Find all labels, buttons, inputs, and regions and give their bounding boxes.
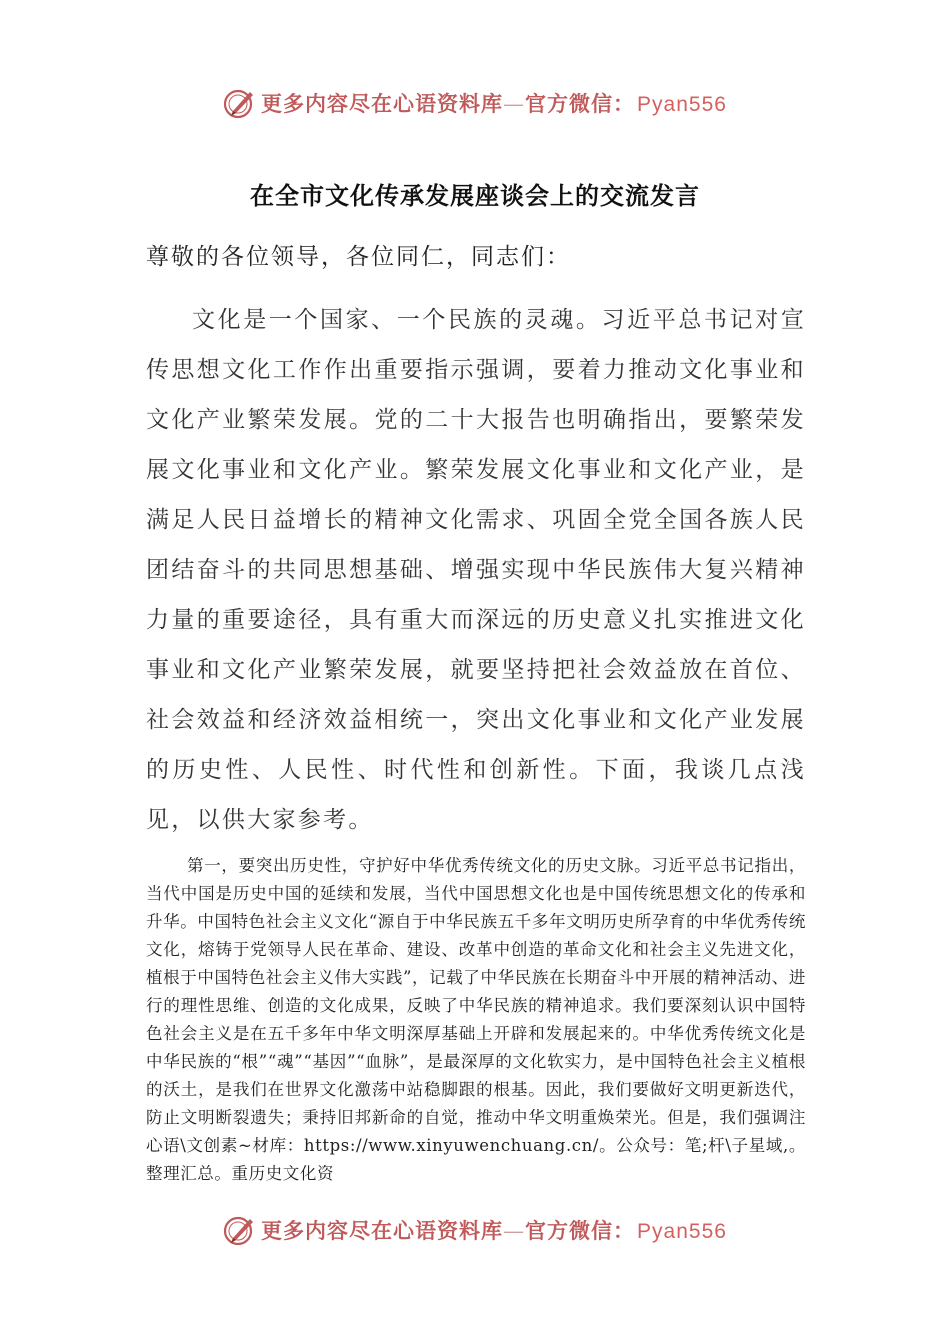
banner-separator: —	[503, 1219, 526, 1243]
pen-logo-icon	[223, 86, 257, 120]
paragraph-first-point: 第一，要突出历史性，守护好中华优秀传统文化的历史文脉。习近平总书记指出，当代中国是历史中国的延续和发展，当代中国思想文化也是中国传统思想文化的传承和升华。中国特色社会主义文化“源自于中华民族五千多年文明历史所孕育的中华优秀传统文化，熔铸于党领导人民在革命、建设、改革中创造的革命文化和社会主义先进文化，植根于中国特色社会主义伟大实践”，记载了中华民族在长期奋斗中开展的精神活动、进行的理性思维、创造的文化成果，反映了中华民族的精神追求。我们要深刻认识中国特色社会主义是在五千多年中华文明深厚基础上开辟和发展起来的。中华优秀传统文化是中华民族的“根”“魂”“基因”“血脉”，是最深厚的文化软实力，是中国特色社会主义植根的沃土，是我们在世界文化激荡中站稳脚跟的根基。因此，我们要做好文明更新迭代，防止文明断裂遗失；秉持旧邦新命的自觉，推动中华文明重焕荣光。但是，我们强调注心语\文创素~材库：https://www.xinyuwenchuang.cn/。公众号：笔;杆\子星域,。整理汇总。重历史文化资	[146, 856, 806, 1183]
banner-text: 更多内容尽在心语资料库	[261, 1218, 504, 1243]
footer-watermark-banner	[0, 1205, 950, 1255]
banner-text: 更多内容尽在心语资料库	[261, 91, 504, 116]
banner-wechat-label: 官方微信：	[525, 1218, 636, 1243]
banner-separator: —	[503, 92, 526, 116]
banner-wechat-account: Pyan556	[637, 1220, 727, 1243]
salutation: 尊敬的各位领导，各位同仁，同志们：	[146, 244, 571, 270]
banner-wechat-label: 官方微信：	[525, 91, 636, 116]
pen-logo-icon	[223, 1213, 257, 1247]
banner-wechat-account: Pyan556	[637, 93, 727, 116]
document-title: 在全市文化传承发展座谈会上的交流发言	[250, 182, 700, 210]
header-watermark-banner	[0, 78, 950, 128]
paragraph-intro: 文化是一个国家、一个民族的灵魂。习近平总书记对宣传思想文化工作作出重要指示强调，要着力推动文化事业和文化产业繁荣发展。党的二十大报告也明确指出，要繁荣发展文化事业和文化产业。繁荣发展文化事业和文化产业，是满足人民日益增长的精神文化需求、巩固全党全国各族人民团结奋斗的共同思想基础、增强实现中华民族伟大复兴精神力量的重要途径，具有重大而深远的历史意义扎实推进文化事业和文化产业繁荣发展，就要坚持把社会效益放在首位、社会效益和经济效益相统一，突出文化事业和文化产业发展的历史性、人民性、时代性和创新性。下面，我谈几点浅见，以供大家参考。	[146, 307, 806, 833]
